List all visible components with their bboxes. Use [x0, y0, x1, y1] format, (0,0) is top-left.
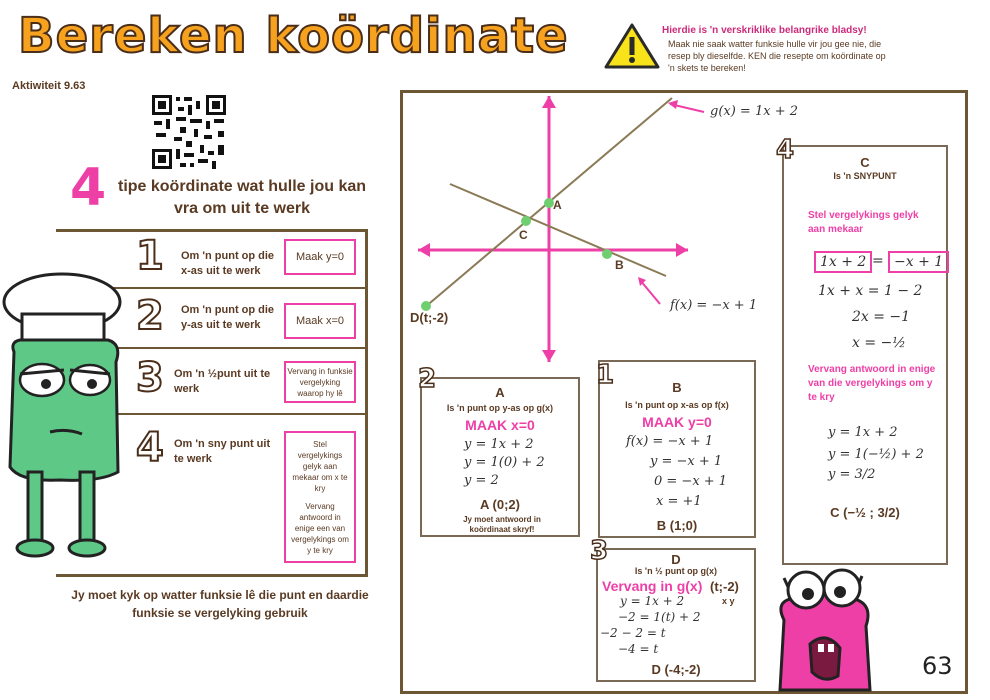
type-hint-list — [284, 431, 356, 563]
card-point-b — [598, 360, 756, 538]
graph-sketch — [404, 90, 804, 370]
card-title: B — [672, 380, 682, 395]
card-step-number: 2 — [418, 364, 437, 394]
card-answer: D (-4;-2) — [651, 662, 701, 677]
card-title: A — [495, 385, 505, 400]
chef-monster-illustration — [0, 262, 140, 562]
type-hint-2: Vervang antwoord in enige een van vergelykings om y te kry — [291, 501, 349, 555]
type-text: Om 'n punt op die x-as uit te werk — [181, 250, 275, 277]
card-subtitle: Is 'n ½ punt op g(x) — [634, 566, 718, 576]
equation: y = 1x + 2 — [464, 437, 534, 452]
page-title: Bereken koördinate — [18, 8, 569, 64]
activity-label: Aktiwiteit 9.63 — [12, 80, 86, 92]
card-step-text: Vervang antwoord in enige van die vergelykings om y te kry — [808, 364, 936, 403]
point-b-label: B — [615, 258, 624, 272]
card-instruction: MAAK y=0 — [642, 414, 712, 430]
card-answer: C (−½ ; 3/2) — [830, 505, 900, 520]
warning-body: Maak nie saak watter funksie hulle vir jou gee nie, die resep bly dieselfde. KEN die resepte om koördinate op 'n skets te bereken! — [668, 39, 886, 73]
card-instruction: Vervang in g(x) — [602, 578, 703, 594]
equation: 0 = −x + 1 — [654, 474, 728, 489]
card-note: Jy moet antwoord in koördinaat skryf! — [463, 515, 541, 534]
type-hint-1: Stel vergelykings gelyk aan mekaar om x te kry — [292, 439, 348, 493]
equation: f(x) = −x + 1 — [626, 434, 714, 449]
card-point-a — [420, 377, 580, 537]
card-point-c — [782, 145, 948, 565]
card-xy-labels: x y — [722, 596, 735, 606]
pink-monster-illustration — [770, 560, 880, 696]
card-title: D — [671, 552, 681, 567]
type-number: 1 — [136, 233, 164, 279]
card-coordinate: (t;-2) — [710, 579, 739, 594]
type-text: Om 'n punt op die y-as uit te werk — [181, 304, 275, 331]
bottom-note: Jy moet kyk op watter funksie lê die punt en daardie funksie se vergelyking gebruik — [71, 588, 369, 620]
type-text: Om 'n ½punt uit te werk — [174, 368, 271, 395]
equation: y = −x + 1 — [650, 454, 723, 469]
card-subtitle: Is 'n punt op x-as op f(x) — [625, 400, 729, 410]
equation: y = 1x + 2 — [828, 425, 898, 440]
type-hint: Vervang in funksie vergelyking waarop hy lê — [284, 361, 356, 403]
page-number: 63 — [922, 652, 953, 680]
type-number: 3 — [136, 355, 164, 401]
point-b — [602, 249, 612, 259]
equation: −2 − 2 = t — [600, 626, 666, 640]
equation: y = 1x + 2 — [620, 594, 685, 608]
card-point-d — [596, 548, 756, 682]
intro-text: tipe koördinate wat hulle jou kan vra om uit te werk — [117, 178, 367, 217]
equation: −4 = t — [618, 642, 659, 656]
intro-number: 4 — [70, 158, 107, 218]
card-step-number: 3 — [590, 536, 609, 566]
equation: y = 3/2 — [828, 467, 876, 482]
equation-box-right: −x + 1 — [888, 251, 949, 273]
card-step-text: Stel vergelykings gelyk aan mekaar — [808, 210, 919, 235]
card-answer: A (0;2) — [480, 497, 520, 512]
card-subtitle: Is 'n SNYPUNT — [833, 171, 897, 181]
g-function-label: g(x) = 1x + 2 — [710, 104, 798, 119]
card-title: C — [860, 155, 870, 170]
equation: y = 2 — [464, 473, 499, 488]
type-hint: Maak y=0 — [284, 239, 356, 275]
equals-sign: = — [872, 253, 884, 269]
equation: 2x = −1 — [852, 309, 911, 325]
equation: x = +1 — [656, 494, 702, 509]
card-step-number: 1 — [596, 360, 615, 390]
type-number: 4 — [136, 425, 164, 471]
f-function-label: f(x) = −x + 1 — [670, 298, 758, 313]
equation: −2 = 1(t) + 2 — [618, 610, 701, 624]
warning-title: Hierdie is 'n verskriklike belangrike bladsy! — [662, 25, 867, 36]
type-text: Om 'n sny punt uit te werk — [174, 438, 271, 465]
qr-code-icon[interactable] — [150, 93, 228, 171]
point-d-label: D(t;-2) — [410, 310, 449, 325]
point-a-label: A — [553, 198, 562, 212]
equation-box-left: 1x + 2 — [814, 251, 872, 273]
card-instruction: MAAK x=0 — [465, 417, 535, 433]
warning-icon — [604, 22, 660, 70]
card-answer: B (1;0) — [656, 518, 698, 533]
point-c — [521, 216, 531, 226]
equation: y = 1(−½) + 2 — [828, 447, 924, 462]
equation: x = −½ — [852, 335, 906, 351]
card-step-number: 4 — [776, 135, 795, 165]
card-subtitle: Is 'n punt op y-as op g(x) — [446, 403, 554, 413]
point-c-label: C — [519, 228, 528, 242]
equation: 1x + x = 1 − 2 — [818, 283, 923, 299]
equation: y = 1(0) + 2 — [464, 455, 545, 470]
type-number: 2 — [136, 293, 164, 339]
type-hint: Maak x=0 — [284, 303, 356, 339]
